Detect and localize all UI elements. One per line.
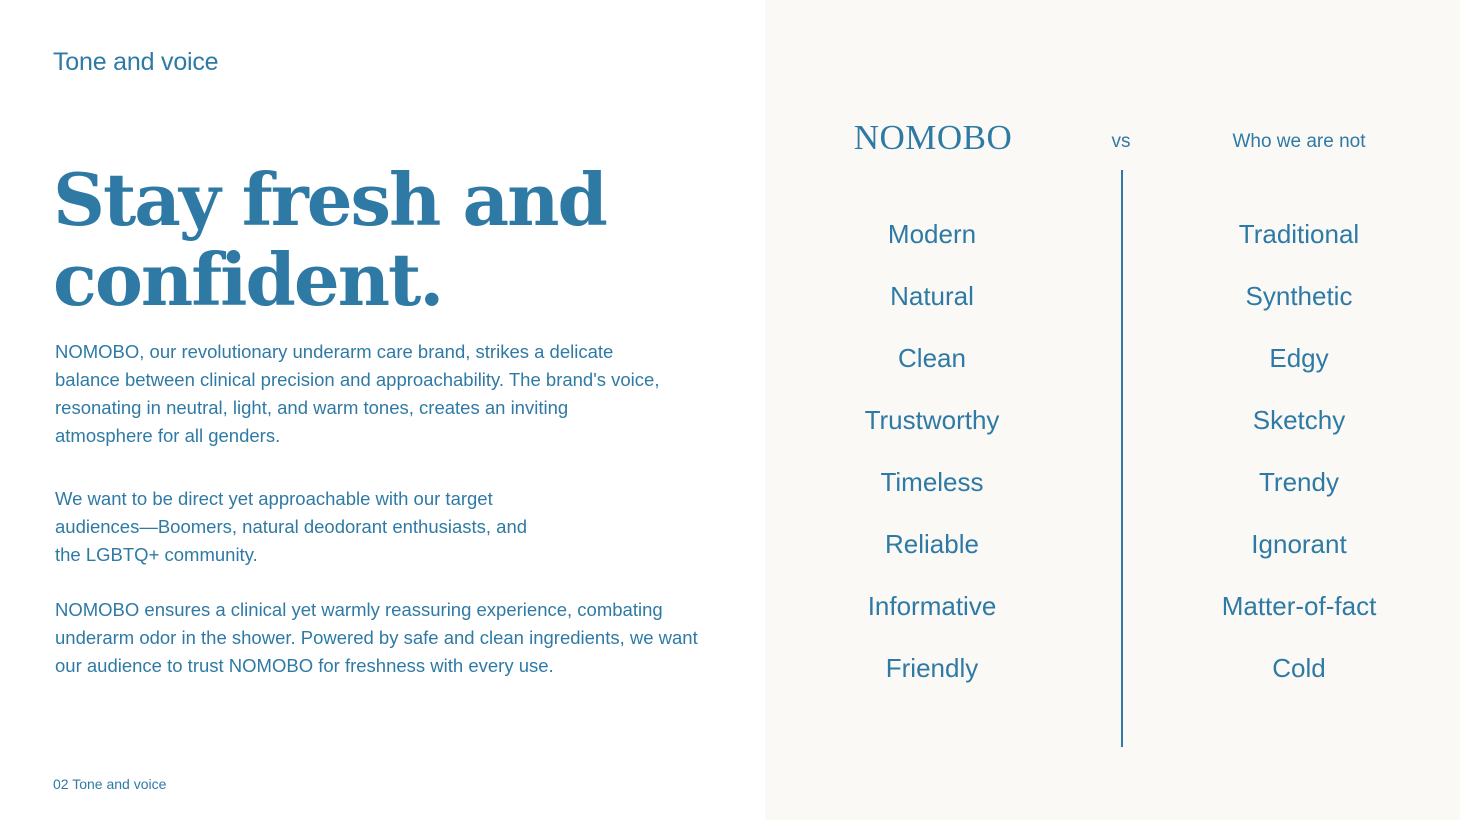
we-are-item: Reliable	[885, 529, 979, 559]
we-are-item: Clean	[898, 343, 966, 373]
audience-paragraph: We want to be direct yet approachable with our target audiences—Boomers, natural deodorant enthusiasts, and the LGBTQ+ community.	[55, 488, 528, 565]
we-are-not-item: Matter-of-fact	[1221, 591, 1377, 621]
intro-paragraph: NOMOBO, our revolutionary underarm care brand, strikes a delicate balance between clinical precision and approachability. The brand's voice, resonating in neutral, light, and warm tones, creates an inviting atmosphere for all genders.	[55, 341, 660, 446]
we-are-list	[802, 212, 1062, 708]
comparison-panel	[765, 0, 1460, 820]
we-are-not-item: Synthetic	[1245, 281, 1353, 311]
brand-logo: NOMOBO	[853, 118, 1013, 157]
we-are-not-item: Traditional	[1238, 219, 1360, 249]
who-we-are-not-header: Who we are not	[1232, 131, 1366, 152]
section-label: Tone and voice	[53, 48, 219, 76]
we-are-item: Trustworthy	[864, 405, 1000, 435]
page-headline: Stay fresh and confident.	[53, 157, 606, 322]
experience-paragraph: NOMOBO ensures a clinical yet warmly reassuring experience, combating underarm odor in the shower. Powered by safe and clean ingredients, we want our audience to trust NOMOBO for freshness with every use.	[55, 599, 698, 676]
we-are-item: Modern	[887, 219, 977, 249]
we-are-item: Informative	[867, 591, 997, 621]
we-are-not-item: Ignorant	[1251, 529, 1347, 559]
page-footer: 02 Tone and voice	[53, 776, 167, 792]
we-are-item: Natural	[890, 281, 974, 311]
we-are-not-item: Edgy	[1269, 343, 1329, 373]
column-divider	[1121, 170, 1123, 747]
we-are-not-item: Sketchy	[1252, 405, 1346, 435]
vs-label: vs	[1111, 131, 1131, 152]
we-are-item: Friendly	[885, 653, 979, 683]
we-are-not-list	[1169, 212, 1429, 708]
we-are-not-item: Trendy	[1259, 467, 1339, 497]
we-are-item: Timeless	[880, 467, 984, 497]
we-are-not-item: Cold	[1272, 653, 1326, 683]
